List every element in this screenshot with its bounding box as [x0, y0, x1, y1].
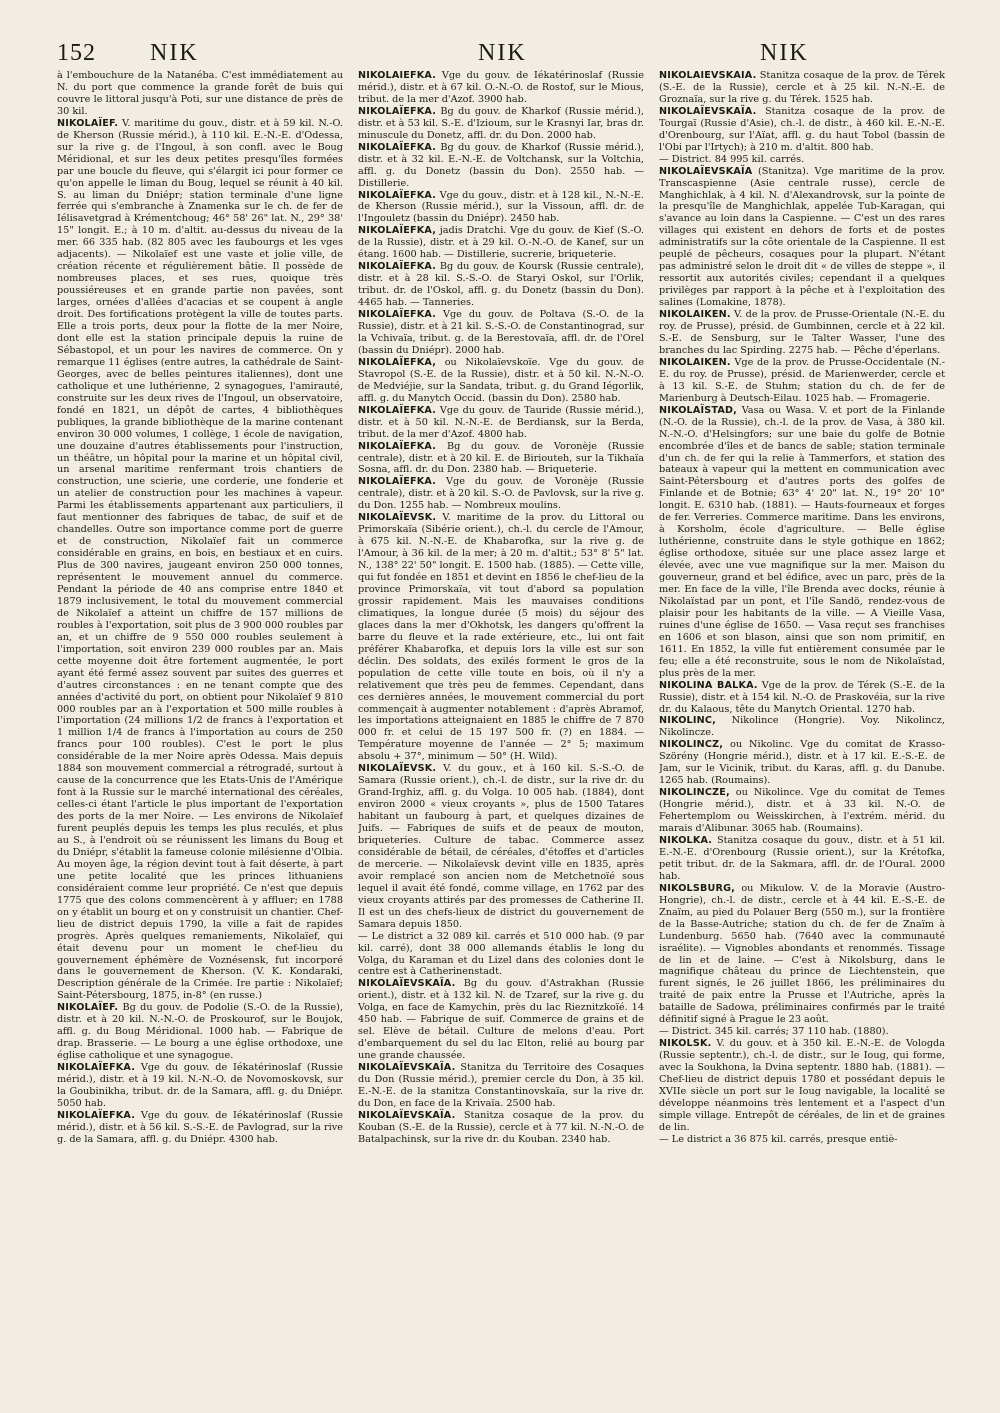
entry-text: Vasa ou Wasa. V. et port de la Finlande (N.-O. de la Russie), ch.-l. de la prov. de Vasa, à 380 kil. N.-N.-O. d'Helsingfors; sur une baie du golfe de Botnie encombrée d'îles et de bancs de sable; station terminale d'un ch. de fer qui la relie à Tammerfors, et station des bateaux à vapeur qui la mettent en communication avec Saint-Pétersbourg et d'autres ports des golfes de Finlande et de Botnie; 63° 4' 20" lat. N., 19° 20' 10" longit. E. 6310 hab. (1881). — Hauts-fourneaux et forges de fer. Verreries. Commerce maritime. Dans les environs, à Korsholm, école d'agriculture. — Belle église luthérienne, construite dans le style gothique en 1862; église orthodoxe, située sur une place assez large et élevée, avec une vue magnifique sur la mer. Maison du gouverneur, grand et bel édifice, avec un parc, près de la mer. En face de la ville, l'île Brenda avec docks, réunie à Nikolaïstad par un pont, et l'île Sandö, rendez-vous de plaisir pour les habitants de la ville. — A Vieille Vasa, ruines d'une église de 1650. — Vasa reçut ses franchises en 1606 et son blason, ainsi que son nom primitif, en 1611. En 1852, la ville fut entièrement consumée par le feu; elle a été reconstruite, sous le nom de Nikolaïstad, plus près de la mer.	[659, 404, 945, 679]
entry-text: V. maritime de la prov. du Littoral ou Primorskaïa (Sibérie orient.), ch.-l. du cercle de l'Amour, à 675 kil. N.-N.-E. de Khabarofka, sur la rive g. de l'Amour, à 36 kil. de la mer; à 20 m. d'altit.; 53° 8' 5" lat. N., 138° 22' 50" longit. E. 1500 hab. (1885). — Cette ville, qui fut fondée en 1851 et devint en 1856 le chef-lieu de la province Primorskaïa, vit tout d'abord sa population grossir rapidement. Mais les mauvaises conditions climatiques, la longue durée (5 mois) du séjour des glaces dans la mer d'Okhotsk, les dangers qu'offrent la barre du fleuve et la rade extérieure, etc., lui ont fait préférer Khabarofka, et depuis lors la ville est sur son déclin. Des soldats, des exilés forment le gros de la population de cette ville toute en bois, où il n'y a relativement que très peu de femmes. Cependant, dans ces dernières années, le mouvement commercial du port commençait à augmenter notablement : d'après Abramof, les importations atteignaient en 1885 le chiffre de 7 870 000 fr. et celui de 15 197 500 fr. (?) en 1884. — Température moyenne de l'année — 2° 5; maximum absolu + 37°, minimum — 50° (H. Wild).	[358, 512, 644, 763]
dictionary-entry	[358, 142, 644, 190]
dictionary-entry	[358, 763, 644, 930]
entry-headword: NIKOLKA.	[659, 835, 713, 846]
entry-text: Vge du gouv. de Voronèje (Russie centrale), distr. et à 20 kil. S.-O. de Pavlovsk, sur la rive g. du Don. 1255 hab. — Nombreux moulins.	[358, 476, 644, 512]
entry-text: — Le district a 32 089 kil. carrés et 510 000 hab. (9 par kil. carré), dont 38 000 allemands établis le long du Volga, du Karaman et du Lizel dans des colonies dont le centre est à Catherinenstadt.	[358, 930, 644, 978]
dictionary-entry	[659, 106, 945, 154]
entry-text: Stanitza cosaque de la prov. du Kouban (S.-E. de la Russie), cercle et à 77 kil. N.-N.-O. de Batalpachinsk, sur la rive dr. du Kouban. 2340 hab.	[358, 1109, 644, 1145]
running-head-center: NIK	[478, 40, 527, 66]
dictionary-entry	[659, 357, 945, 405]
dictionary-entry	[659, 154, 945, 166]
entry-text: Stanitza cosaque de la prov. de Tourgaï (Russie d'Asie), ch.-l. de distr., à 460 kil. E.-N.-E. d'Orenbourg, sur l'Aïat, affl. g. du haut Tobol (bassin de l'Obi par l'Irtych); à 210 m. d'altit. 800 hab.	[659, 105, 945, 153]
entry-text: Vge du gouv. de Iékatérinoslaf (Russie mérid.), distr. et à 67 kil. O.-N.-O. de Rostof, sur le Mious, tribut. de la mer d'Azof. 3900 hab.	[358, 70, 644, 105]
dictionary-entry	[659, 1038, 945, 1134]
entry-headword: NIKOLAÏEVSKAÏA.	[659, 105, 757, 117]
dictionary-entry	[57, 70, 343, 118]
entry-headword: NIKOLSK.	[659, 1038, 712, 1050]
entry-text: Vge du gouv. de Poltava (S.-O. de la Russie), distr. et à 21 kil. S.-S.-O. de Constantinograd, sur la Vchivaïa, tribut. g. de la Berestovaïa, affl. dr. de l'Orel (bassin du Dniépr). 2000 hab.	[358, 309, 644, 356]
entry-headword: NIKOLAÏEFKA.	[57, 1062, 136, 1074]
entry-headword: NIKOLINCZ,	[659, 739, 724, 751]
column-2	[358, 70, 644, 1380]
dictionary-entry	[659, 309, 945, 357]
entry-headword: NIKOLAÏEFKA,	[358, 356, 437, 368]
running-head-left: NIK	[150, 40, 199, 66]
dictionary-entry	[659, 715, 945, 739]
entry-text: Stanitza du Territoire des Cosaques du Don (Russie mérid.), premier cercle du Don, à 35 kil. E.-N.-E. de la stanitza Constantinovskaïa, sur la rive dr. du Don, en face de la Krivaïa. 2500 hab.	[358, 1062, 644, 1109]
entry-text: Bg du gouv. de Podolie (S.-O. de la Russie), distr. et à 20 kil. N.-N.-O. de Proskourof, sur le Boujok, affl. g. du Boug Méridional. 1000 hab. — Fabrique de drap. Brasserie. — Le bourg a une église orthodoxe, une église catholique et une synagogue.	[57, 1002, 343, 1062]
entry-text: Bg du gouv. de Kharkof (Russie mérid.), distr. et à 53 kil. S.-E. d'Izioum, sur le Krasnyi Iar, bras dr. minuscule du Donetz, affl. dr. du Don. 2000 hab.	[358, 105, 644, 141]
entry-headword: NIKOLAÏEVSKAÏA	[659, 165, 753, 177]
dictionary-entry	[659, 787, 945, 835]
entry-text: Vge du gouv. de Iékatérinoslaf (Russie mérid.), distr. et à 56 kil. S.-S.-E. de Pavlograd, sur la rive g. de la Samara, affl. g. du Dniépr. 4300 hab.	[57, 1109, 343, 1145]
entry-headword: NIKOLAÏEF.	[57, 1002, 119, 1014]
dictionary-entry	[358, 106, 644, 142]
entry-text: Stanitza cosaque du gouv., distr. et à 51 kil. E.-N.-E. d'Orenbourg (Russie orient.), sur la Krétofka, petit tribut. dr. de la Sakmara, affl. dr. de l'Oural. 2000 hab.	[659, 835, 945, 882]
dictionary-entry	[57, 118, 343, 1003]
entry-text: ou Mikulow. V. de la Moravie (Austro-Hongrie), ch.-l. de distr., cercle et à 44 kil. E.-S.-E. de Znaïm, au pied du Polauer Berg (550 m.), sur la frontière de la Basse-Autriche; station du ch. de fer de Znaïm à Lundenburg. 5650 hab. (7640 avec la communauté israélite). — Vignobles abondants et renommés. Tissage de lin et de laine. — C'est à Nikolsburg, dans le magnifique château du prince de Liechtenstein, que furent signés, le 26 juillet 1866, les préliminaires du traité de paix entre la Prusse et l'Autriche, après la bataille de Sadowa, préliminaires confirmés par le traité définitif signé à Prague le 23 août.	[659, 882, 945, 1026]
running-head-right: NIK	[760, 40, 809, 66]
dictionary-entry	[358, 441, 644, 477]
entry-headword: NIKOLAÏEFKA.	[358, 309, 437, 321]
page-number: 152	[57, 40, 96, 66]
dictionary-entry	[358, 405, 644, 441]
entry-text: Nikolince (Hongrie). Voy. Nikolincz, Nikolincze.	[659, 715, 945, 739]
entry-text: V. du gouv. et à 350 kil. E.-N.-E. de Vologda (Russie septentr.), ch.-l. de distr., sur le Ioug, qui forme, avec la Soukhona, la Dvina septentr. 1880 hab. (1881). — Chef-lieu de district depuis 1780 et possédant depuis le XVIIe siècle un port sur le Ioug navigable, la localité se développe néanmoins très lentement et a l'aspect d'un simple village. Entrepôt de céréales, de lin et de graines de lin.	[659, 1038, 945, 1133]
column-1	[57, 70, 343, 1380]
dictionary-entry	[659, 1134, 945, 1146]
entry-text: Vge du gouv. de Iékatérinoslaf (Russie mérid.), distr. et à 19 kil. N.-N.-O. de Novomoskovsk, sur la Goubinikha, tribut. dr. de la Samara, affl. g. du Dniépr. 5050 hab.	[57, 1062, 343, 1109]
entry-headword: NIKOLAÏEFKA.	[358, 189, 437, 201]
entry-headword: NIKOLAÏEFKA.	[358, 404, 437, 416]
dictionary-entry	[358, 512, 644, 763]
column-3	[659, 70, 945, 1380]
entry-text: Bg du gouv. de Voronèje (Russie centrale), distr. et à 20 kil. E. de Biriouteh, sur la Tikhaïa Sosna, affl. dr. du Don. 2380 hab. — Briqueterie.	[358, 440, 644, 476]
entry-headword: NIKOLINA BALKA.	[659, 679, 758, 691]
entry-text: Bg du gouv. de Kharkof (Russie mérid.), distr. et à 32 kil. E.-N.-E. de Voltchansk, sur la Voltchia, affl. g. du Donetz (bassin du Don). 2550 hab. — Distillerie.	[358, 141, 644, 189]
dictionary-entry	[358, 978, 644, 1062]
dictionary-entry	[659, 70, 945, 106]
dictionary-entry	[358, 1062, 644, 1110]
entry-text: — Le district a 36 875 kil. carrés, presque entiè-	[659, 1133, 898, 1145]
entry-text: — District. 345 kil. carrés; 37 110 hab. (1880).	[659, 1026, 889, 1038]
entry-text: Bg du gouv. de Koursk (Russie centrale), distr. et à 28 kil. S.-S.-O. de Staryi Oskol, sur l'Orlik, tribut. dr. de l'Oskol, affl. g. du Donetz (bassin du Don). 4465 hab. — Tanneries.	[358, 261, 644, 309]
entry-text: Vge du gouv., distr. et à 128 kil., N.-N.-E. de Kherson (Russie mérid.), sur la Vissoun, affl. dr. de l'Ingouletz (bassin du Dniépr). 2450 hab.	[358, 189, 644, 225]
entry-text: ou Nikolaïevskoïe. Vge du gouv. de Stavropol (S.-E. de la Russie), distr. et à 50 kil. N.-N.-O. de Medviéjie, sur la Sandata, tribut. g. du Grand Iégorlik, affl. g. du Manytch Occid. (bassin du Don). 2580 hab.	[358, 356, 644, 404]
entry-text: Vge du gouv. de Tauride (Russie mérid.), distr. et à 50 kil. N.-N.-E. de Berdiansk, sur la Berda, tribut. de la mer d'Azof. 4800 hab.	[358, 404, 644, 440]
entry-headword: NIKOLAÏEVSKAÏA.	[358, 978, 456, 990]
entry-text: Stanitza cosaque de la prov. de Térek (S.-E. de la Russie), cercle et à 25 kil. N.-N.-E. de Groznaïa, sur la rive g. du Térek. 1525 hab.	[659, 70, 945, 105]
dictionary-entry	[57, 1110, 343, 1146]
entry-text: (Stanitza). Vge maritime de la prov. Transcaspienne (Asie centrale russe), cercle de Manghichlak, à 4 kil. N. d'Alexandrovsk, sur la pointe de la presqu'île de Manghichlak, appelée Tub-Karagan, qui s'avance au loin dans la Caspienne. — C'est un des rares villages qui existent en dehors de forts et de postes administratifs sur la côte orientale de la Caspienne. Il est peuplé de pêcheurs, cosaques pour la plupart. N'étant pas administré selon le droit dit « de villes de steppe », il ressortit aux autorités civiles; cependant il a quelques privilèges par rapport à la pêche et à l'exploitation des salines (Lomakine, 1878).	[659, 165, 945, 309]
dictionary-entry	[57, 1062, 343, 1110]
entry-headword: NIKOLAÏEFKA.	[358, 440, 437, 452]
entry-text: Bg du gouv. d'Astrakhan (Russie orient.), distr. et à 132 kil. N. de Tzaref, sur la rive g. du Volga, en face de Kamychin, près du lac Rieznitzkoïé. 14 450 hab. — Fabrique de suif. Commerce de grains et de sel. Elève de bétail. Culture de melons d'eau. Port d'embarquement du sel du lac Elton, relié au bourg par une grande chaussée.	[358, 978, 644, 1062]
dictionary-entry	[659, 1026, 945, 1038]
entry-headword: NIKOLAÏEVSKAÏA.	[358, 1109, 456, 1121]
entry-headword: NIKOLAIKEN.	[659, 309, 731, 321]
entry-headword: NIKOLAÏEFKA.	[57, 1109, 136, 1121]
dictionary-entry	[358, 931, 644, 979]
entry-headword: NIKOLAÏEFKA.	[358, 261, 437, 273]
dictionary-entry	[358, 309, 644, 357]
entry-text: à l'embouchure de la Natanéba. C'est immédiatement au N. du port que commence la grande forêt de buis qui couvre le littoral jusqu'à Poti, sur une distance de près de 30 kil.	[57, 70, 343, 117]
dictionary-entry	[358, 357, 644, 405]
entry-text: — District. 84 995 kil. carrés.	[659, 153, 805, 165]
entry-headword: NIKOLAÏEFKA.	[358, 476, 437, 488]
dictionary-entry	[659, 405, 945, 680]
entry-text: Vge de la prov. de Térek (S.-E. de la Russie), distr. et à 154 kil. N.-O. de Praskovéia, sur la rive dr. du Kalaous, tête du Manytch Oriental. 1270 hab.	[659, 679, 945, 715]
dictionary-entry	[659, 739, 945, 787]
entry-headword: NIKOLAIKEN.	[659, 356, 731, 368]
dictionary-entry	[659, 166, 945, 309]
entry-headword: NIKOLSBURG,	[659, 882, 735, 894]
entry-text: ou Nikolinc. Vge du comitat de Krasso-Szörény (Hongrie mérid.), distr. et à 17 kil. E.-S.-E. de Jam, sur le Vicinik, tribut. du Karas, affl. g. du Danube. 1265 hab. (Roumains).	[659, 739, 945, 787]
entry-text: ou Nikolince. Vge du comitat de Temes (Hongrie mérid.), distr. et à 33 kil. N.-O. de Fehertemplom ou Weisskirchen, à l'extrém. mérid. du marais d'Alibunar. 3065 hab. (Roumains).	[659, 787, 945, 835]
entry-headword: NIKOLAÏEVSKAÏA.	[358, 1062, 456, 1074]
dictionary-entry	[358, 225, 644, 261]
dictionary-entry	[659, 680, 945, 716]
dictionary-entry	[659, 883, 945, 1026]
dictionary-entry	[358, 261, 644, 309]
entry-headword: NIKOLAÏEVSK.	[358, 763, 437, 775]
entry-headword: NIKOLINCZE,	[659, 787, 730, 799]
dictionary-entry	[358, 70, 644, 106]
dictionary-entry	[358, 476, 644, 512]
entry-headword: NIKOLINC,	[659, 715, 716, 727]
entry-text: V. du gouv., et à 160 kil. S.-S.-O. de Samara (Russie orient.), ch.-l. de distr., sur la rive dr. du Grand-Irghiz, affl. g. du Volga. 10 005 hab. (1884), dont environ 2000 « vieux croyants », plus de 1500 Tatares habitant un faubourg à part, et quelques dizaines de Juifs. — Fabriques de suifs et de peaux de mouton, briqueteries. Culture de tabac. Commerce assez considérable de bétail, de céréales, d'étoffes et d'articles de mercerie. — Nikolaïevsk devint ville en 1835, après avoir remplacé son ancien nom de Metchetnoïé sous lequel il avait été fondé, comme village, en 1762 par des vieux croyants attirés par des promesses de Catherine II. Il est un des chefs-lieux de district du gouvernement de Samara depuis 1850.	[358, 763, 644, 930]
entry-headword: NIKOLAÏEFKA,	[358, 225, 437, 237]
dictionary-entry	[659, 835, 945, 883]
entry-headword: NIKOLAÏSTAD,	[659, 404, 738, 416]
dictionary-entry	[57, 1002, 343, 1062]
entry-text: jadis Dratchi. Vge du gouv. de Kief (S.-O. de la Russie), distr. et à 29 kil. O.-N.-O. de Kanef, sur un étang. 1600 hab. — Distillerie, sucrerie, briqueterie.	[358, 225, 644, 261]
entry-text: Vge de la prov. de Prusse-Occidentale (N.-E. du roy. de Prusse), présid. de Marienwerder, cercle et à 13 kil. S.-E. de Stuhm; station du ch. de fer de Marienburg à Deutsch-Eilau. 1025 hab. — Fromagerie.	[659, 356, 945, 404]
entry-headword: NIKOLAÏEF.	[57, 117, 119, 129]
dictionary-entry	[358, 1110, 644, 1146]
entry-text: V. de la prov. de Prusse-Orientale (N.-E. du roy. de Prusse), présid. de Gumbinnen, cercle et à 22 kil. S.-E. de Sensburg, sur le Talter Wasser, l'une des branches du lac Spirding. 2275 hab. — Pêche d'éperlans.	[659, 309, 945, 356]
entry-headword: NIKOLAÏEFKA.	[358, 105, 437, 117]
entry-text: V. maritime du gouv., distr. et à 59 kil. N.-O. de Kherson (Russie mérid.), à 110 kil. E.-N.-E. d'Odessa, sur la rive g. de l'Ingoul, à son confl. avec le Boug Méridional, et sur les deux petites presqu'îles formées par une boucle du fleuve, qui s'élargit ici pour former ce qu'on appelle le liman du Boug, lequel se réunit à 40 kil. S. au liman du Dniépr; station terminale d'une ligne ferrée qui s'embranche à Znamenka sur le ch. de fer de Iélisavetgrad à Krémentchoug; 46° 58' 26" lat. N., 29° 38' 15" longit. E.; à 10 m. d'altit. au-dessus du niveau de la mer. 66 335 hab. (82 805 avec les faubourgs et les vges adjacents). — Nikolaïef est une vaste et jolie ville, de création récente et régulièrement bâtie. Il possède de nombreuses places, et ses rues, quoique très poussiéreuses et en grande partie non pavées, sont larges, ornées d'allées d'acacias et se coupent à angle droit. Des fortifications protègent la ville de toutes parts. Elle a trois ports, deux pour la flotte de la mer Noire, dont elle est la station principale depuis la ruine de Sébastopol, et un pour les navires de commerce. On y remarque 11 églises (entre autres, la cathédrale de Saint-Georges, avec de belles peintures italiennes), dont une catholique et une luthérienne, 2 synagogues, l'amirauté, construite sur les deux rives de l'Ingoul, un observatoire, fondé en 1821, un dépôt de cartes, 4 bibliothèques publiques, la grande bibliothèque de la marine contenant environ 30 000 volumes, 1 collège, 1 école de navigation, une douzaine d'autres établissements pour l'instruction, un théâtre, un hôpital pour la marine et un hôpital civil, un arsenal maritime renfermant trois chantiers de construction, une scierie, une corderie, une fonderie et un atelier de construction pour les machines à vapeur. Parmi les établissements appartenant aux particuliers, il faut mentionner des fabriques de tabac, de suif et de chandelles. Outre son importance comme port de guerre et de construction, Nikolaïef fait un commerce considérable en grains, en bois, en bestiaux et en cuirs. Plus de 300 navires, jaugeant environ 250 000 tonnes, représentent le mouvement annuel du commerce. Pendant la période de 40 ans comprise entre 1840 et 1879 inclusivement, le total du mouvement commercial de Nikolaïef a atteint un chiffre de 157 millions de roubles à l'exportation, soit plus de 3 900 000 roubles par an, et un chiffre de 9 550 000 roubles seulement à l'importation, soit environ 239 000 roubles par an. Mais cette moyenne doit être fortement augmentée, le port ayant été fermé assez souvent par suites des guerres et d'autres circonstances : en ne tenant compte que des années d'activité du port, on obtient pour Nikolaïef 9 810 000 roubles par an à l'exportation et 500 mille roubles à l'importation (24 millions 1/2 de francs à l'exportation et 1 million 1/4 de francs à l'importation au cours de 250 francs pour 100 roubles). C'est le port le plus considérable de la mer Noire après Odessa. Mais depuis 1884 son mouvement commercial a rétrogradé, surtout à cause de la concurrence que les Etats-Unis de l'Amérique font à la Russie sur le marché international des céréales, celles-ci étant l'article le plus important de l'exportation des ports de la mer Noire. — Les environs de Nikolaïef furent peuplés depuis les temps les plus reculés, et plus au S., à l'endroit où se réunissent les limans du Boug et du Dniépr, s'établit la fameuse colonie milésienne d'Olbia. Au moyen âge, la région devint tout à fait déserte, à part une petite localité que les princes lithuaniens considéraient comme leur propriété. Ce n'est que depuis 1775 que des colons commencèrent à y affluer; en 1788 on y établit un bourg et on y construisit un chantier. Chef-lieu de district depuis 1790, la ville a fait de rapides progrès. Après quelques remaniements, Nikolaïef, qui était devenu pour un moment le chef-lieu du gouvernement éphémère de Voznésensk, fut incorporé dans le gouvernement de Kherson. (V. K. Kondaraki, Description générale de la Crimée. Ire partie : Nikolaïef; Saint-Pétersbourg, 1875, in-8° (en russe.)	[57, 117, 343, 1002]
entry-headword: NIKOLAÏEFKA.	[358, 70, 437, 81]
entry-headword: NIKOLAÏEFKA.	[358, 141, 437, 153]
dictionary-entry	[358, 190, 644, 226]
entry-headword: NIKOLAÏEVSKAÏA.	[659, 70, 757, 81]
entry-headword: NIKOLAÏEVSK.	[358, 512, 437, 524]
text-columns	[57, 70, 945, 1380]
